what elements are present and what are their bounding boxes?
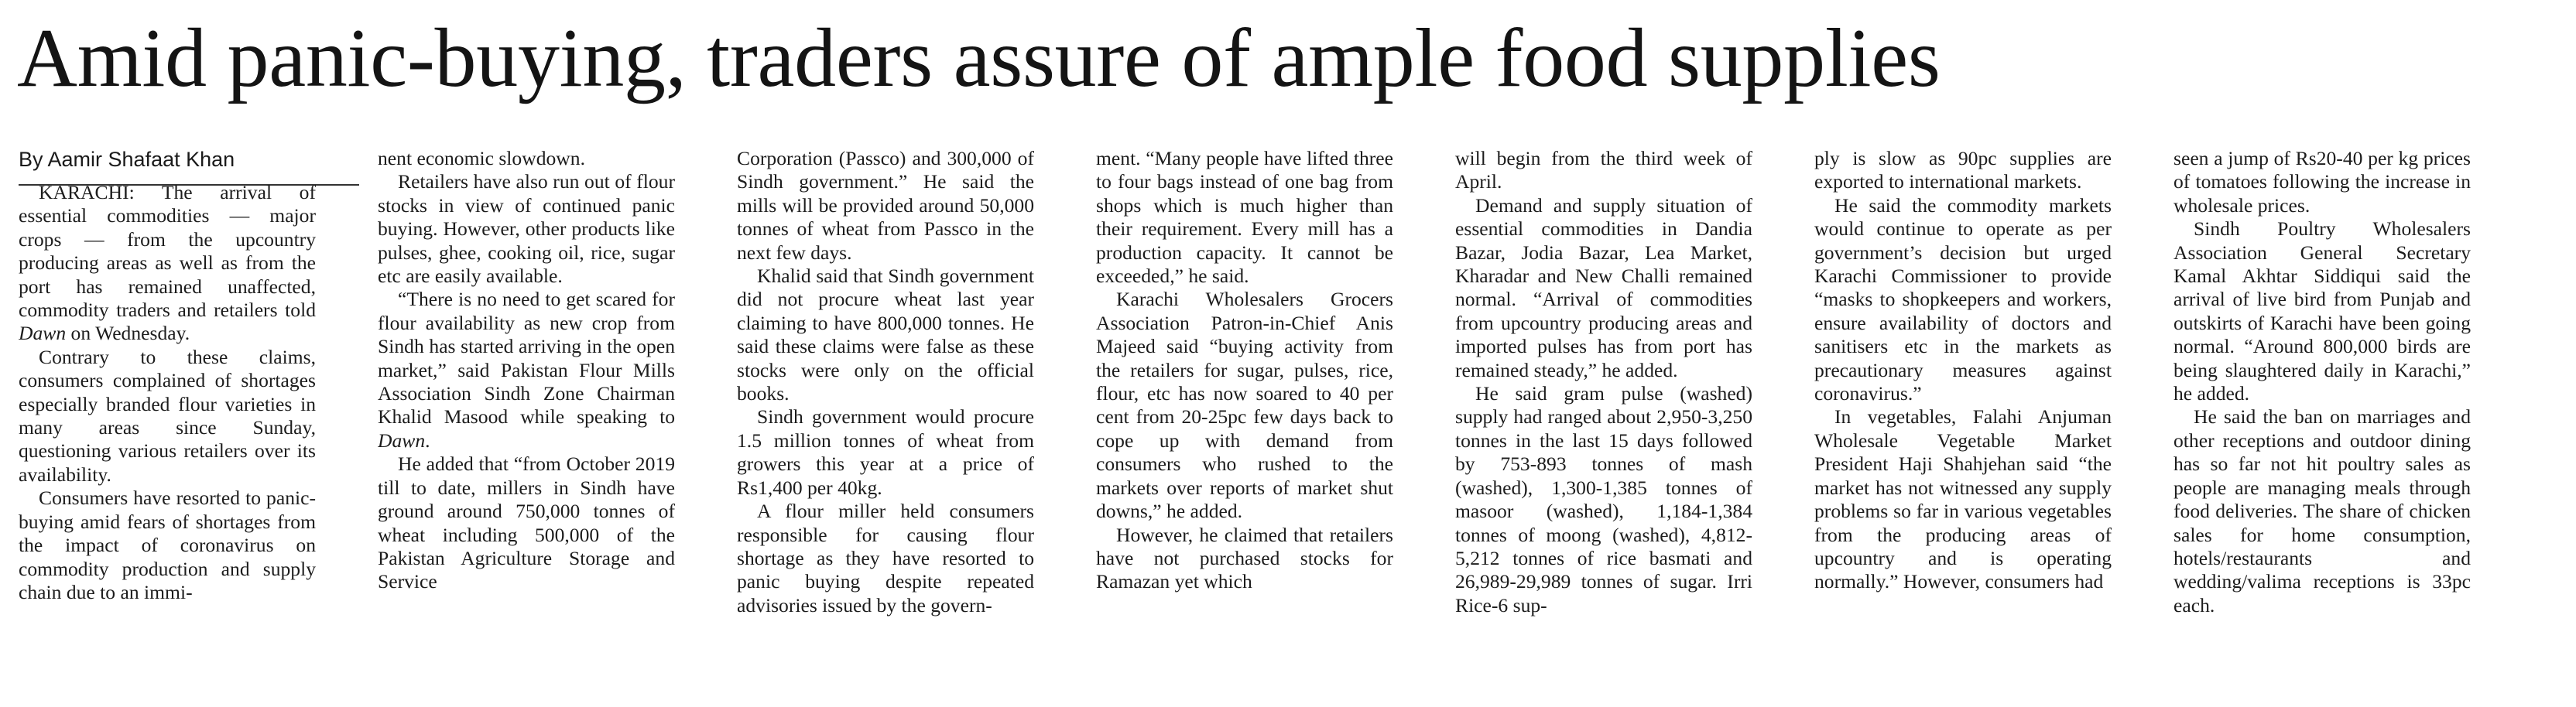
- paragraph: In vegetables, Falahi Anjuman Wholesale Vegetable Market President Haji Shahjehan said “the market has not witnessed any supply problems so far in various vegetables from the producing areas of upcountry and is operating normally.” However, consumers had: [1814, 405, 2112, 593]
- paragraph: Contrary to these claims, consumers complained of shortages especially branded flour varieties in many areas since Sunday, questioning various retailers over its availability.: [19, 345, 316, 486]
- article-column-5: [1455, 147, 1752, 673]
- paragraph: will begin from the third week of April.: [1455, 147, 1752, 193]
- paragraph: However, he claimed that retailers have not purchased stocks for Ramazan yet which: [1096, 523, 1393, 593]
- paragraph: “There is no need to get scared for flour availability as new crop from Sindh has started arriving in the open market,” said Pakistan Flour Mills Association Sindh Zone Chairman Khalid Masood while speaking to Dawn.: [378, 288, 675, 452]
- paragraph: A flour miller held consumers responsible for causing flour shortage as they have resorted to panic buying despite repeated advisories issued by the govern-: [737, 500, 1034, 616]
- paragraph: KARACHI: The arrival of essential commodities — major crops — from the upcountry producing areas as well as from the port has remained unaffected, commodity traders and retailers told Dawn on Wednesday.: [19, 181, 316, 345]
- article-column-1: [19, 181, 316, 707]
- newspaper-name: Dawn: [19, 322, 67, 345]
- paragraph: He said the commodity markets would continue to operate as per government’s decision but urged Karachi Commissioner to provide “masks to shopkeepers and workers, ensure availability of doctors and sanitisers etc in the markets as precautionary measures against coronavirus.”: [1814, 193, 2112, 405]
- article-column-6: [1814, 147, 2112, 673]
- paragraph: Khalid said that Sindh government did not procure wheat last year claiming to have 800,000 tonnes. He said these claims were false as these stocks were only on the official books.: [737, 265, 1034, 405]
- paragraph: He said gram pulse (washed) supply had ranged about 2,950-3,250 tonnes in the last 15 days followed by 753-893 tonnes of mash (washed), 1,300-1,385 tonnes of masoor (washed), 1,184-1,384 tonnes of moong (washed), 4,812-5,212 tonnes of rice basmati and 26,989-29,989 tonnes of sugar. Irri Rice-6 sup-: [1455, 382, 1752, 616]
- byline: By Aamir Shafaat Khan: [19, 148, 235, 171]
- article-column-3: [737, 147, 1034, 673]
- paragraph: ment. “Many people have lifted three to four bags instead of one bag from shops which is much higher than their requirement. Every mill has a production capacity. It cannot be exceeded,” he said.: [1096, 147, 1393, 288]
- article-column-7: [2174, 147, 2471, 673]
- paragraph: Corporation (Passco) and 300,000 of Sindh government.” He said the mills will be provided around 50,000 tonnes of wheat from Passco in the next few days.: [737, 147, 1034, 264]
- headline: Amid panic-buying, traders assure of ample food supplies: [17, 12, 1941, 104]
- paragraph: Karachi Wholesalers Grocers Association Patron-in-Chief Anis Majeed said “buying activity from the retailers for sugar, pulses, rice, flour, etc has now soared to 40 per cent from 20-25pc few days back to cope up with demand from consumers who rushed to the markets over reports of market shut downs,” he added.: [1096, 288, 1393, 523]
- paragraph: Consumers have resorted to panic-buying amid fears of shortages from the impact of coronavirus on commodity production and supply chain due to an immi-: [19, 487, 316, 603]
- paragraph: seen a jump of Rs20-40 per kg prices of tomatoes following the increase in wholesale prices.: [2174, 147, 2471, 217]
- newspaper-name: Dawn: [378, 429, 426, 452]
- paragraph: Retailers have also run out of flour stocks in view of continued panic buying. However, other products like pulses, ghee, cooking oil, rice, sugar etc are easily available.: [378, 170, 675, 288]
- paragraph: He added that “from October 2019 till to date, millers in Sindh have ground around 750,000 tonnes of wheat including 500,000 of the Pakistan Agriculture Storage and Service: [378, 453, 675, 593]
- paragraph: nent economic slowdown.: [378, 147, 585, 169]
- paragraph: Sindh government would procure 1.5 million tonnes of wheat from growers this year at a price of Rs1,400 per 40kg.: [737, 405, 1034, 499]
- article-column-2: [378, 147, 675, 673]
- paragraph: He said the ban on marriages and other receptions and outdoor dining has so far not hit poultry sales as people are managing meals through food deliveries. The share of chicken sales for home consumption, hotels/restaurants and wedding/valima receptions is 33pc each.: [2174, 405, 2471, 616]
- paragraph: Demand and supply situation of essential commodities in Dandia Bazar, Jodia Bazar, Lea Market, Kharadar and New Challi remained normal. “Arrival of commodities from upcountry producing areas and imported pulses has from port has remained steady,” he added.: [1455, 193, 1752, 381]
- article-column-4: [1096, 147, 1393, 673]
- paragraph: Sindh Poultry Wholesalers Association General Secretary Kamal Akhtar Siddiqui said the arrival of live bird from Punjab and outskirts of Karachi have been going normal. “Around 800,000 birds are being slaughtered daily in Karachi,” he added.: [2174, 217, 2471, 405]
- paragraph: ply is slow as 90pc supplies are exported to international markets.: [1814, 147, 2112, 193]
